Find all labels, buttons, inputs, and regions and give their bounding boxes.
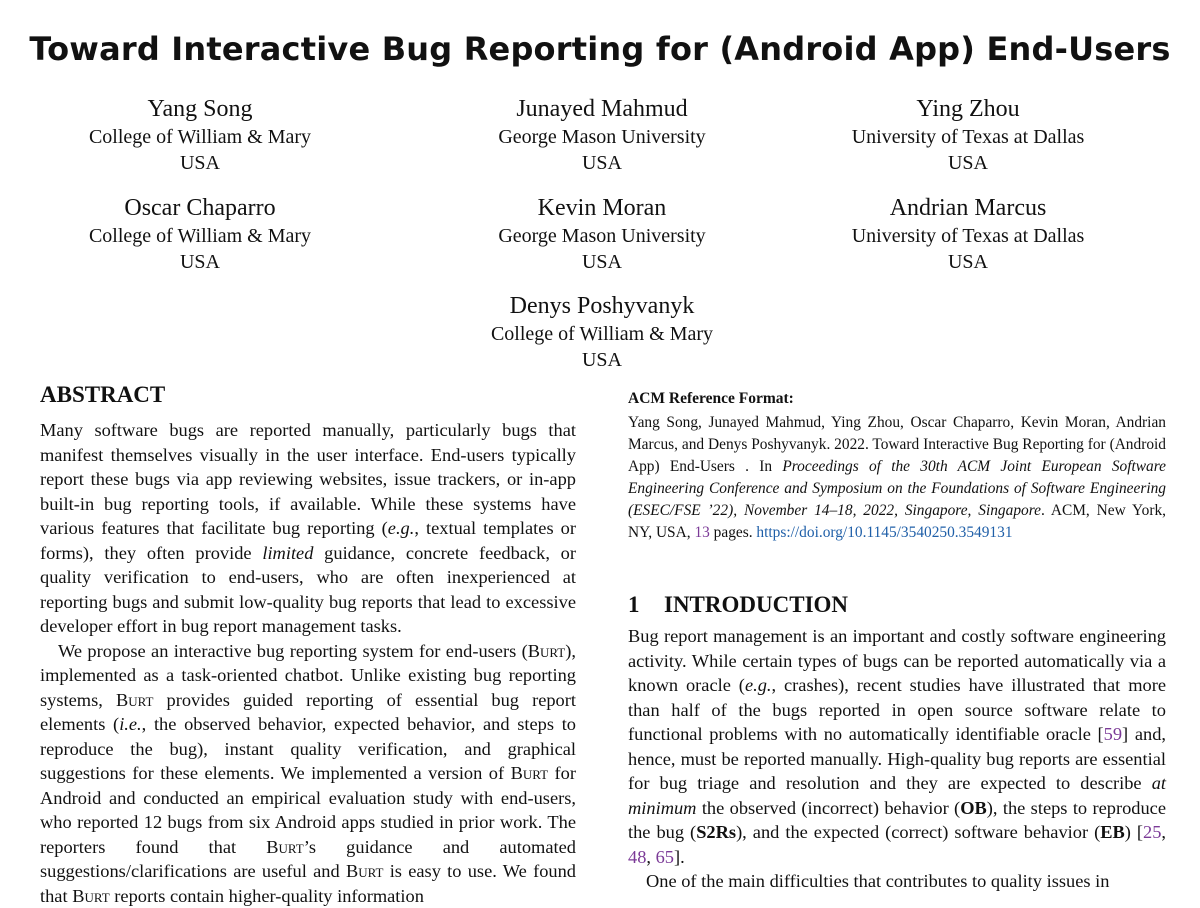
author-country: USA [581, 152, 622, 174]
author-name: Junayed Mahmud [516, 96, 688, 122]
author-affiliation: College of William & Mary [88, 126, 312, 148]
pages-link[interactable]: 13 [694, 524, 710, 541]
author-country: USA [947, 152, 988, 174]
author-affiliation: George Mason University [498, 126, 706, 148]
intro-paragraph-2: One of the main difficulties that contributes to quality issues in [646, 871, 1110, 891]
abstract-paragraph-2: We propose an interactive bug reporting system for end-users (Burt), implemented as a task-oriented chatbot. Unlike existing bug reporting systems, Burt provides guided reporting of essential bug report elements (i.e., the observed behavior, expected behavior, and steps to reproduce the bug), instant quality verification, and graphical suggestions for these elements. We implemented a version of Burt for Android and conducted an empirical evaluation study with end-users, who reported 12 bugs from six Android apps studied in prior work. The reporters found that Burt’s guidance and automated suggestions/clarifications are useful and Burt is easy to use. We found that Burt reports contain higher-quality information [40, 640, 577, 906]
author-name: Andrian Marcus [889, 195, 1047, 221]
author-country: USA [947, 251, 988, 273]
author-block [768, 193, 1168, 275]
abstract-heading: ABSTRACT [40, 382, 166, 407]
author-block [0, 193, 400, 275]
citation-link[interactable]: 65 [655, 846, 674, 867]
author-country: USA [581, 349, 622, 371]
abstract-paragraph-1: Many software bugs are reported manually, particularly bugs that manifest themselves visually in the user interface. End-users typically report these bugs via app reviewing websites, issue trackers, or in-app built-in bug reporting tools, if available. While these systems have various features that facilitate bug reporting (e.g., textual templates or forms), they often provide limited guidance, concrete feedback, or quality verification to end-users, who are often inexperienced at reporting bugs and submit low-quality bug reports that lead to excessive developer effort in bug report management tasks. [40, 420, 576, 636]
author-block [402, 193, 802, 275]
author-name: Oscar Chaparro [124, 195, 276, 221]
abstract-section [40, 382, 576, 908]
author-affiliation: College of William & Mary [490, 323, 714, 345]
citation-link[interactable]: 59 [1103, 724, 1123, 744]
author-name: Yang Song [147, 96, 253, 122]
introduction-heading [628, 592, 1166, 618]
doi-link[interactable]: https://doi.org/10.1145/3540250.3549131 [756, 524, 1013, 541]
author-block [0, 94, 400, 176]
paper-title: Toward Interactive Bug Reporting for (Android App) End-Users [29, 30, 1171, 68]
author-affiliation: University of Texas at Dallas [851, 225, 1085, 247]
author-affiliation: College of William & Mary [88, 225, 312, 247]
citation-link[interactable]: 25 [1143, 822, 1162, 842]
acm-reference-heading: ACM Reference Format: [628, 390, 794, 407]
author-block [768, 94, 1168, 176]
author-country: USA [179, 251, 220, 273]
right-column [628, 390, 1166, 894]
author-country: USA [581, 251, 622, 273]
citation-link[interactable]: 48 [628, 846, 647, 867]
author-block [402, 291, 802, 373]
author-name: Kevin Moran [537, 195, 667, 221]
author-affiliation: University of Texas at Dallas [851, 126, 1085, 148]
author-name: Ying Zhou [916, 96, 1020, 122]
author-name: Denys Poshyvanyk [509, 293, 695, 319]
intro-paragraph-1: Bug report management is an important and costly software engineering activity. While certain types of bugs can be reported automatically via a known oracle (e.g., crashes), recent studies have illustrated that more than half of the bugs reported in open source software relate to functional problems with no automatically identifiable oracle [59] and, hence, must be reported manually. High-quality bug reports are essential for bug triage and resolution and they are expected to describe at minimum the observed (incorrect) behavior (OB), the steps to reproduce the bug (S2Rs), and the expected (correct) software behavior (EB) [25, 48, 65]. [628, 626, 1167, 867]
acm-reference-text: Yang Song, Junayed Mahmud, Ying Zhou, Oscar Chaparro, Kevin Moran, Andrian Marcus, and Denys Poshyvanyk. 2022. Toward Interactive Bug Reporting for (Android App) End-Users . In Proceedings of the 30th ACM Joint European Software Engineering Conference and Symposium on the Foundations of Software Engineering (ESEC/FSE ’22), November 14–18, 2022, Singapore, Singapore. ACM, New York, NY, USA, 13 pages. https://doi.org/10.1145/3540250.3549131 [628, 414, 1166, 541]
author-country: USA [179, 152, 220, 174]
author-affiliation: George Mason University [498, 225, 706, 247]
section-title: INTRODUCTION [664, 592, 849, 617]
author-block [402, 94, 802, 176]
section-number: 1 [628, 592, 640, 617]
